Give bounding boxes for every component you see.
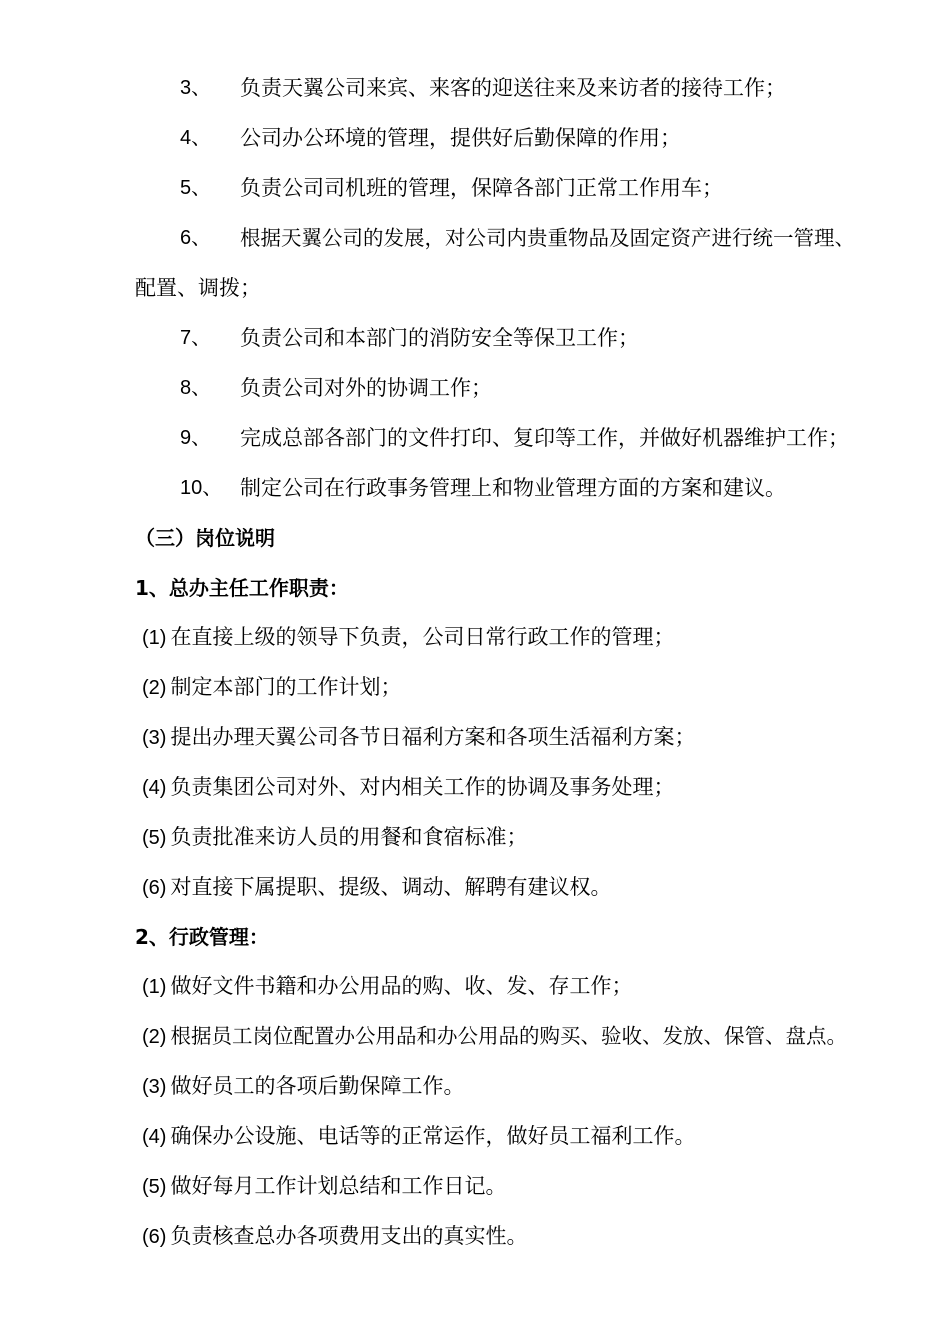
item-number: (6): [142, 1226, 167, 1248]
item-text: 根据员工岗位配置办公用品和办公用品的购买、验收、发放、保管、盘点。: [170, 1024, 847, 1048]
item-text: 制定公司在行政事务管理上和物业管理方面的方案和建议。: [240, 476, 786, 500]
admin-item: [142, 1171, 506, 1202]
item-number: 4、: [180, 127, 212, 149]
item-number: (5): [142, 827, 167, 849]
item-number: 8、: [180, 377, 212, 399]
director-item: [142, 772, 674, 803]
director-item: [142, 622, 674, 653]
admin-item: [142, 1021, 847, 1052]
item-number: 9、: [180, 427, 212, 449]
admin-item: [142, 1121, 695, 1152]
item-text: 制定本部门的工作计划；: [170, 675, 402, 699]
item-text: 在直接上级的领导下负责，公司日常行政工作的管理；: [170, 625, 675, 649]
item-number: (2): [142, 1026, 167, 1048]
item-text: 做好员工的各项后勤保障工作。: [170, 1074, 465, 1098]
item-number: 7、: [180, 327, 212, 349]
admin-item: [142, 1071, 464, 1102]
item-number: (1): [142, 627, 167, 649]
director-item: [142, 672, 401, 703]
item-number: (2): [142, 677, 167, 699]
admin-item: [142, 971, 632, 1002]
item-number: 3、: [180, 77, 212, 99]
item-text: 公司办公环境的管理，提供好后勤保障的作用；: [240, 126, 681, 150]
admin-heading: 2、行政管理：: [135, 925, 269, 949]
item-text: 对直接下属提职、提级、调动、解聘有建议权。: [170, 875, 612, 899]
section-heading: （三）岗位说明: [135, 526, 275, 550]
item-number: (1): [142, 976, 167, 998]
item-text: 负责集团公司对外、对内相关工作的协调及事务处理；: [170, 775, 675, 799]
admin-item: [142, 1221, 527, 1252]
item-text: 负责公司对外的协调工作；: [240, 376, 492, 400]
item-text: 根据天翼公司的发展，对公司内贵重物品及固定资产进行统一管理、: [240, 226, 855, 250]
item-text: 负责批准来访人员的用餐和食宿标准；: [170, 825, 528, 849]
item-number: (6): [142, 877, 167, 899]
item-number: (5): [142, 1176, 167, 1198]
item-text: 做好每月工作计划总结和工作日记。: [170, 1174, 507, 1198]
director-heading: 1、总办主任工作职责：: [135, 576, 349, 600]
director-item: [142, 872, 611, 903]
item-text-continuation: 配置、调拨；: [135, 276, 261, 300]
item-text: 负责核查总办各项费用支出的真实性。: [170, 1224, 528, 1248]
item-number: (4): [142, 1126, 167, 1148]
item-number: (4): [142, 777, 167, 799]
item-text: 完成总部各部门的文件打印、复印等工作，并做好机器维护工作；: [240, 426, 849, 450]
item-text: 负责公司司机班的管理，保障各部门正常工作用车；: [240, 176, 723, 200]
item-number: 6、: [180, 227, 212, 249]
item-number: (3): [142, 727, 167, 749]
item-number: 10、: [180, 477, 223, 499]
item-text: 负责天翼公司来宾、来客的迎送往来及来访者的接待工作；: [240, 76, 786, 100]
item-number: 5、: [180, 177, 212, 199]
item-number: (3): [142, 1076, 167, 1098]
director-item: [142, 822, 527, 853]
item-text: 做好文件书籍和办公用品的购、收、发、存工作；: [170, 974, 633, 998]
director-item: [142, 722, 695, 753]
item-text: 负责公司和本部门的消防安全等保卫工作；: [240, 326, 639, 350]
item-text: 提出办理天翼公司各节日福利方案和各项生活福利方案；: [170, 725, 696, 749]
item-text: 确保办公设施、电话等的正常运作，做好员工福利工作。: [170, 1124, 696, 1148]
